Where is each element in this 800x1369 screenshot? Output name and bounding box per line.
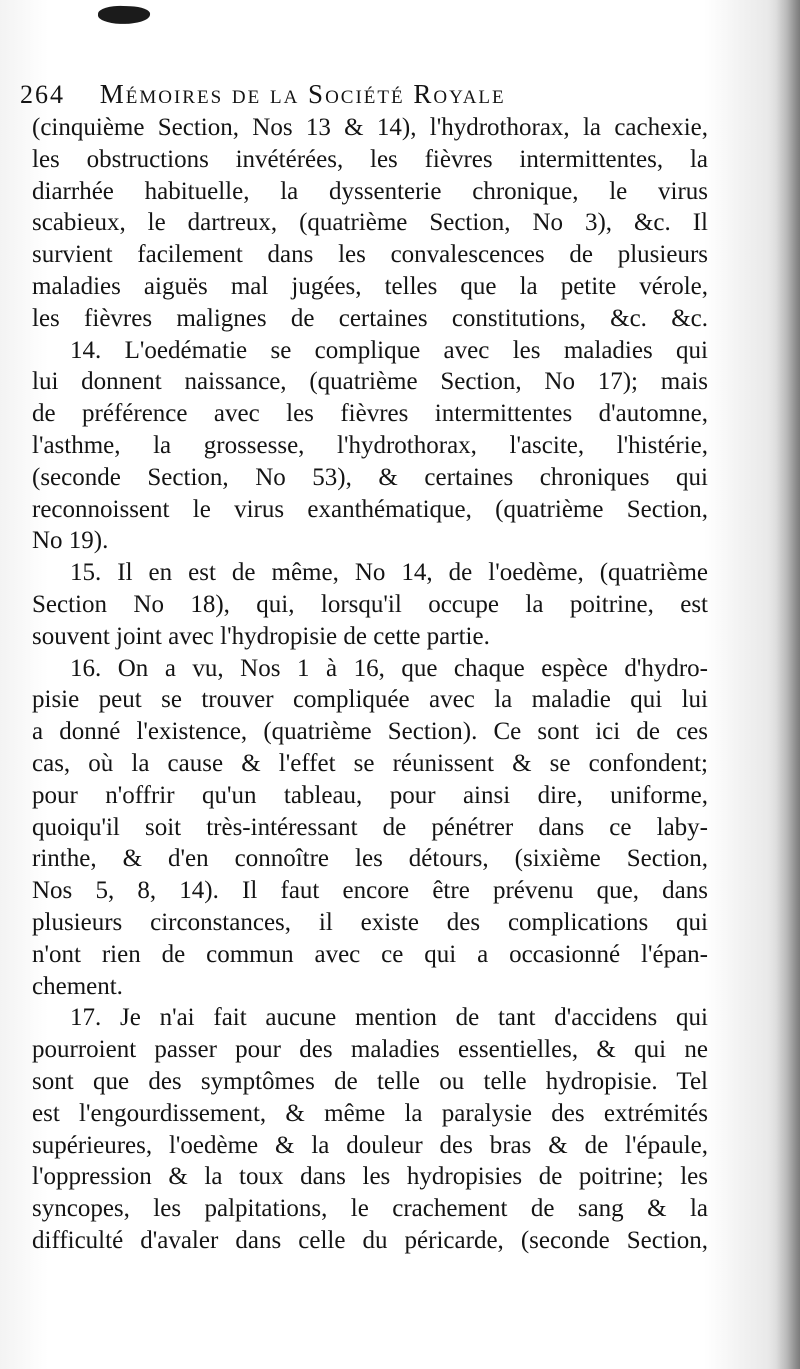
text-line: syncopes, les palpitations, le crachement de sang & la (32, 1195, 708, 1223)
text-line: cas, où la cause & l'effet se réunissent & se confondent; (32, 749, 708, 777)
text-line: de préférence avec les fièvres intermittentes d'automne, (32, 400, 708, 428)
text-line: pour n'offrir qu'un tableau, pour ainsi dire, uniforme, (32, 781, 708, 809)
text-line: reconnoissent le virus exanthématique, (quatrième Section, (32, 495, 708, 523)
text-line: 15. Il en est de même, No 14, de l'oedème, (quatrième (70, 559, 708, 587)
text-line: les fièvres malignes de certaines constitutions, &c. &c. (32, 304, 708, 332)
text-line: survient facilement dans les convalescences de plusieurs (32, 241, 708, 269)
text-line: supérieures, l'oedème & la douleur des bras & de l'épaule, (32, 1131, 708, 1159)
text-line: l'oppression & la toux dans les hydropisies de poitrine; les (32, 1163, 708, 1191)
text-line: 14. L'oedématie se complique avec les maladies qui (70, 336, 708, 364)
text-line: chement. (32, 972, 123, 1000)
text-line: scabieux, le dartreux, (quatrième Section, No 3), &c. Il (32, 209, 708, 237)
body-text (32, 112, 708, 1257)
text-line: sont que des symptômes de telle ou telle hydropisie. Tel (32, 1067, 708, 1095)
text-line: quoiqu'il soit très-intéressant de pénétrer dans ce laby- (32, 813, 708, 841)
text-line: est l'engourdissement, & même la paralysie des extrémités (32, 1099, 708, 1127)
text-line: diarrhée habituelle, la dyssenterie chronique, le virus (32, 177, 708, 205)
text-line: No 19). (32, 527, 109, 555)
text-line: n'ont rien de commun avec ce qui a occasionné l'épan- (32, 940, 708, 968)
text-line: plusieurs circonstances, il existe des complications qui (32, 908, 708, 936)
text-line: Nos 5, 8, 14). Il faut encore être prévenu que, dans (32, 877, 708, 905)
text-line: l'asthme, la grossesse, l'hydrothorax, l'ascite, l'histérie, (32, 431, 708, 459)
text-line: rinthe, & d'en connoître les détours, (sixième Section, (32, 845, 708, 873)
text-line: souvent joint avec l'hydropisie de cette partie. (32, 622, 490, 650)
text-line: lui donnent naissance, (quatrième Section, No 17); mais (32, 368, 708, 396)
text-line: Section No 18), qui, lorsqu'il occupe la poitrine, est (32, 590, 708, 618)
running-title: Mémoires de la Société Royale (99, 79, 506, 109)
page-number: 264 (20, 80, 65, 109)
text-line: 17. Je n'ai fait aucune mention de tant d'accidens qui (70, 1004, 708, 1032)
text-line: 16. On a vu, Nos 1 à 16, que chaque espèce d'hydro- (70, 654, 708, 682)
running-header (20, 76, 740, 113)
text-line: pisie peut se trouver compliquée avec la maladie qui lui (32, 686, 708, 714)
text-line: (seconde Section, No 53), & certaines chroniques qui (32, 463, 708, 491)
ink-blot (98, 5, 151, 25)
page-edge-shadow (776, 0, 800, 1369)
text-line: pourroient passer pour des maladies essentielles, & qui ne (32, 1036, 708, 1064)
text-line: les obstructions invétérées, les fièvres intermittentes, la (32, 145, 708, 173)
text-line: (cinquième Section, Nos 13 & 14), l'hydrothorax, la cachexie, (32, 114, 708, 141)
text-line: difficulté d'avaler dans celle du péricarde, (seconde Section, (32, 1226, 708, 1254)
text-line: maladies aiguës mal jugées, telles que la petite vérole, (32, 272, 708, 300)
text-line: a donné l'existence, (quatrième Section). Ce sont ici de ces (32, 718, 708, 746)
